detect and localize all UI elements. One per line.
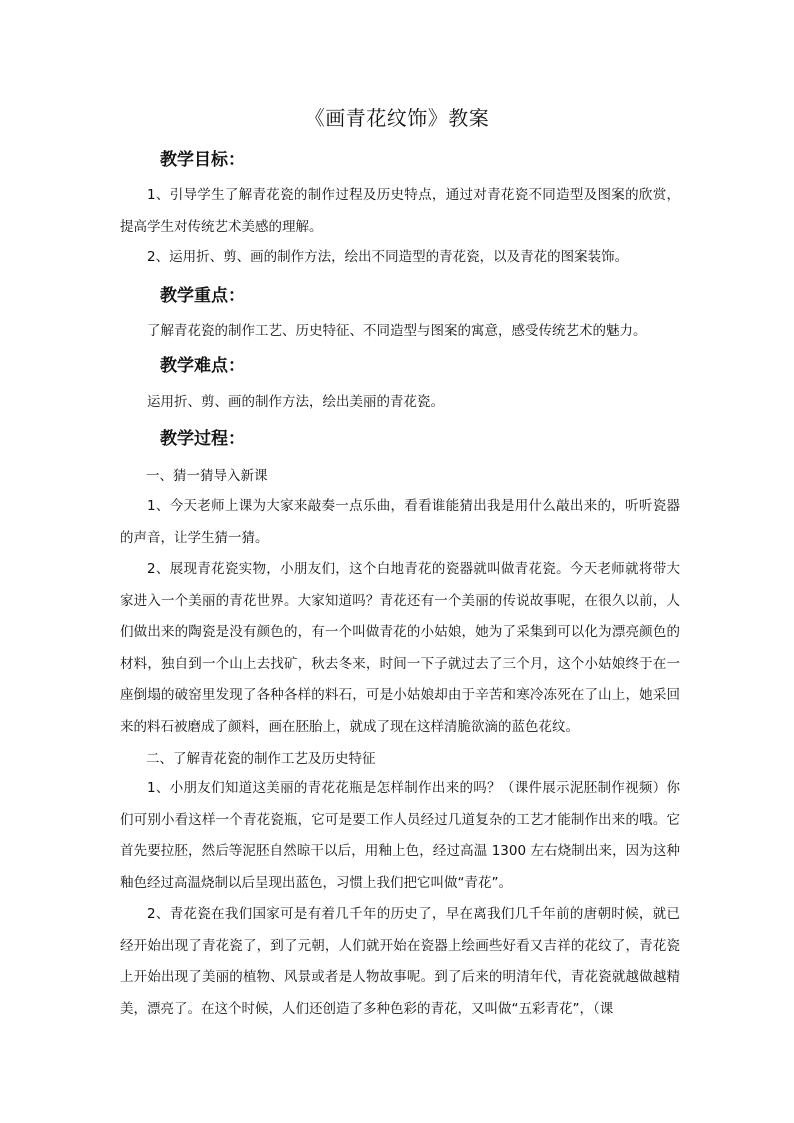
process-part1-title: 一、猜一猜导入新课: [146, 468, 268, 484]
process-heading: 教学过程：: [160, 429, 245, 449]
process-part1-item-1: 1、今天老师上课为大家来敲奏一点乐曲，看看谁能猜出我是用什么敲出来的，听听瓷器的声音，让学生猜一猜。: [120, 498, 680, 546]
process-part2-title: 二、了解青花瓷的制作工艺及历史特征: [146, 751, 376, 767]
process-part1-item-2: 2、展现青花瓷实物，小朋友们，这个白地青花的瓷器就叫做青花瓷。今天老师就将带大家进入一个美丽的青花世界。大家知道吗？青花还有一个美丽的传说故事呢，在很久以前，人们做出来的陶瓷是没有颜色的，有一个叫做青花的小姑娘，她为了采集到可以化为漂亮颜色的材料，独自到一个山上去找矿，秋去冬来，时间一下子就过去了三个月，这个小姑娘终于在一座倒塌的破窑里发现了各种各样的料石，可是小姑娘却由于辛苦和寒冷冻死在了山上，她采回来的料石被磨成了颜料，画在胚胎上，就成了现在这样清脆欲滴的蓝色花纹。: [120, 561, 680, 735]
difficulties-text: 运用折、剪、画的制作方法，绘出美丽的青花瓷。: [147, 394, 444, 410]
key-points-heading: 教学重点：: [160, 286, 245, 306]
key-points-text: 了解青花瓷的制作工艺、历史特征、不同造型与图案的寓意，感受传统艺术的魅力。: [147, 323, 647, 339]
process-part2-item-1: 1、小朋友们知道这美丽的青花花瓶是怎样制作出来的吗？（课件展示泥胚制作视频）你们可别小看这样一个青花瓷瓶，它可是要工作人员经过几道复杂的工艺才能制作出来的哦。它首先要拉胚，然后等泥胚自然晾干以后，用釉上色，经过高温 1300 左右烧制出来，因为这种釉色经过高温烧制以后呈现出蓝色，习惯上我们把它叫做“青花”。: [120, 780, 680, 891]
difficulties-heading: 教学难点：: [160, 356, 245, 376]
document-title: 《画青花纹饰》教案: [304, 106, 490, 130]
objective-item-1: 1、引导学生了解青花瓷的制作过程及历史特点，通过对青花瓷不同造型及图案的欣赏，提高学生对传统艺术美感的理解。: [120, 187, 680, 235]
objective-item-2: 2、运用折、剪、画的制作方法，绘出不同造型的青花瓷，以及青花的图案装饰。: [147, 249, 629, 265]
objectives-heading: 教学目标：: [160, 150, 245, 170]
process-part2-item-2: 2、青花瓷在我们国家可是有着几千年的历史了，早在离我们几千年前的唐朝时候，就已经开始出现了青花瓷了，到了元朝，人们就开始在瓷器上绘画些好看又吉祥的花纹了，青花瓷上开始出现了美丽的植物、风景或者是人物故事呢。到了后来的明清年代，青花瓷就越做越精美，漂亮了。在这个时候，人们还创造了多种色彩的青花，又叫做“五彩青花”，（课: [120, 906, 680, 1017]
